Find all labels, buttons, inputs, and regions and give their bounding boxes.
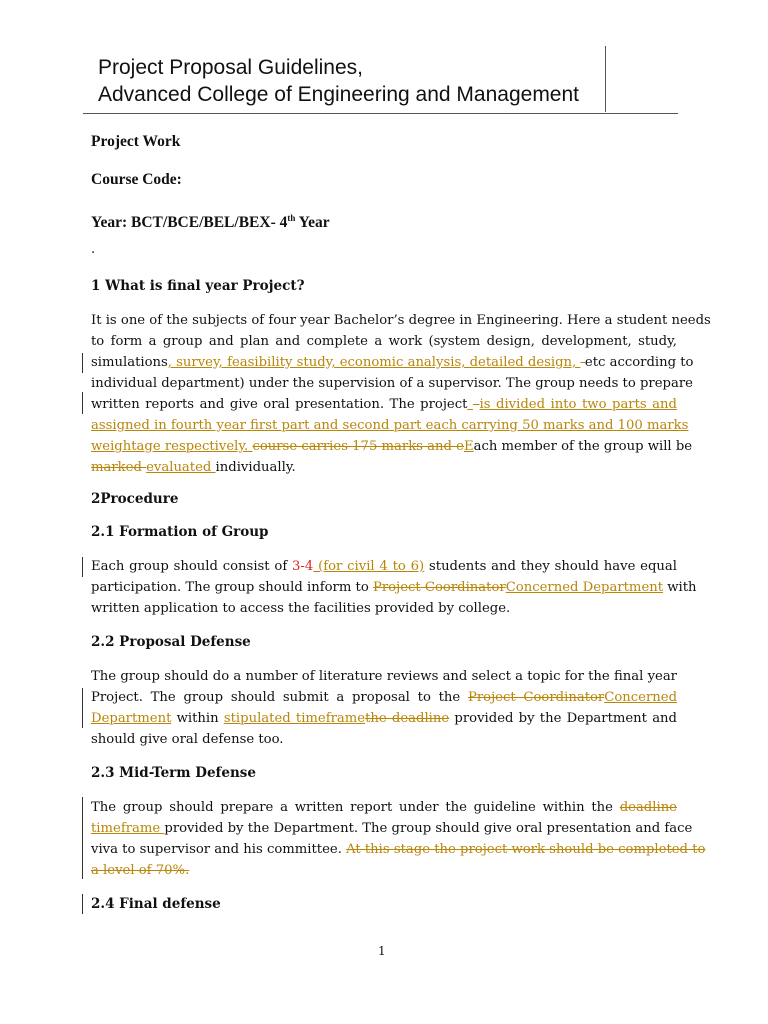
inserted-text: Concerned xyxy=(604,690,678,705)
section-2-2-heading: 2.2 Proposal Defense xyxy=(91,634,251,650)
text-line: participation. The group should inform to Project CoordinatorConcerned Department with xyxy=(91,580,697,595)
section-2-1-heading: 2.1 Formation of Group xyxy=(91,524,269,540)
deleted-text: marked xyxy=(91,460,147,475)
page-header xyxy=(83,46,678,114)
text-line: written reports and give oral presentation. The project –is divided into two parts and xyxy=(91,397,677,412)
text-line: viva to supervisor and his committee. At this stage the project work should be completed to xyxy=(91,842,706,857)
text-line: Department within stipulated timeframethe deadline provided by the Department and xyxy=(91,711,677,726)
header-divider xyxy=(605,46,606,112)
deleted-text: deadline xyxy=(619,800,677,815)
inserted-text: is divided into two parts and xyxy=(479,397,677,412)
deleted-text: course carries 175 marks and e xyxy=(252,439,464,454)
inserted-text: stipulated timeframe xyxy=(223,711,366,726)
text-line: timeframe provided by the Department. The group should give oral presentation and face xyxy=(91,821,693,836)
page-number: 1 xyxy=(378,944,386,958)
section-1-heading: 1 What is final year Project? xyxy=(91,278,305,294)
text-line: should give oral defense too. xyxy=(91,732,284,747)
text-line: written application to access the facilities provided by college. xyxy=(91,601,511,616)
deleted-text: Project Coordinator xyxy=(467,690,605,705)
deleted-text: the deadline xyxy=(365,711,450,726)
year-suffix: Year xyxy=(295,214,330,232)
inserted-text: assigned in fourth year first part and second part each carrying 50 marks and 100 marks xyxy=(91,418,689,433)
year-heading xyxy=(91,208,330,233)
inserted-text: E xyxy=(463,439,474,454)
section-1-paragraph xyxy=(91,310,711,478)
deleted-text: a level of 70%. xyxy=(91,863,190,878)
course-code-heading: Course Code: xyxy=(91,171,182,188)
change-bar xyxy=(82,894,83,914)
change-bar xyxy=(82,688,83,728)
change-bar xyxy=(82,557,83,577)
section-2-1-paragraph xyxy=(91,556,697,619)
inserted-text: evaluated xyxy=(146,460,216,475)
deleted-text: At this stage the project work should be completed to xyxy=(346,842,706,857)
text-line: to form a group and plan and complete a work (system design, development, study, xyxy=(91,334,677,349)
inserted-text: Concerned Department xyxy=(505,580,664,595)
inserted-text: weightage respectively. xyxy=(91,439,253,454)
text-line: The group should do a number of literature reviews and select a topic for the final year xyxy=(91,669,677,684)
change-bar xyxy=(82,353,83,373)
text-line: Each group should consist of 3-4 (for civil 4 to 6) students and they should have equal xyxy=(91,559,677,574)
text-line xyxy=(91,415,689,436)
text-line: It is one of the subjects of four year Bachelor’s degree in Engineering. Here a student needs xyxy=(91,313,711,328)
inserted-text: (for civil 4 to 6) xyxy=(313,559,425,574)
text-line: individual department) under the supervision of a supervisor. The group needs to prepare xyxy=(91,376,693,391)
text-line: Project. The group should submit a proposal to the Project CoordinatorConcerned xyxy=(91,690,678,705)
inserted-text: , survey, feasibility study, economic analysis, detailed design, xyxy=(167,355,581,370)
section-2-3-paragraph xyxy=(91,797,706,881)
text-line: The group should prepare a written report under the guideline within the deadline xyxy=(91,800,677,815)
deleted-text: - xyxy=(580,355,585,370)
section-2-3-heading: 2.3 Mid-Term Defense xyxy=(91,765,256,781)
header-line-1: Project Proposal Guidelines, xyxy=(98,56,363,79)
year-prefix: Year: BCT/BCE/BEL/BEX- 4 xyxy=(91,214,288,232)
change-bar xyxy=(82,392,83,414)
deleted-text: Project Coordinator xyxy=(372,580,506,595)
section-2-heading: 2Procedure xyxy=(91,491,179,507)
text-line: weightage respectively. course carries 175 marks and eEach member of the group will be xyxy=(91,439,693,454)
text-line: simulations, survey, feasibility study, economic analysis, detailed design, -etc according to xyxy=(91,355,694,370)
project-work-heading: Project Work xyxy=(91,133,181,150)
inserted-text: timeframe xyxy=(91,821,165,836)
deleted-text: – xyxy=(472,397,480,412)
change-bar xyxy=(82,797,83,879)
header-title xyxy=(98,54,579,108)
section-2-2-paragraph xyxy=(91,666,677,750)
year-superscript: th xyxy=(287,213,296,223)
group-size-text: 3-4 xyxy=(292,559,314,574)
text-line: marked evaluated individually. xyxy=(91,460,296,475)
header-line-2: Advanced College of Engineering and Management xyxy=(98,83,580,106)
text-line xyxy=(91,860,677,881)
stray-dot: . xyxy=(91,242,96,257)
inserted-text: Department xyxy=(91,711,172,726)
section-2-4-heading: 2.4 Final defense xyxy=(91,896,221,912)
